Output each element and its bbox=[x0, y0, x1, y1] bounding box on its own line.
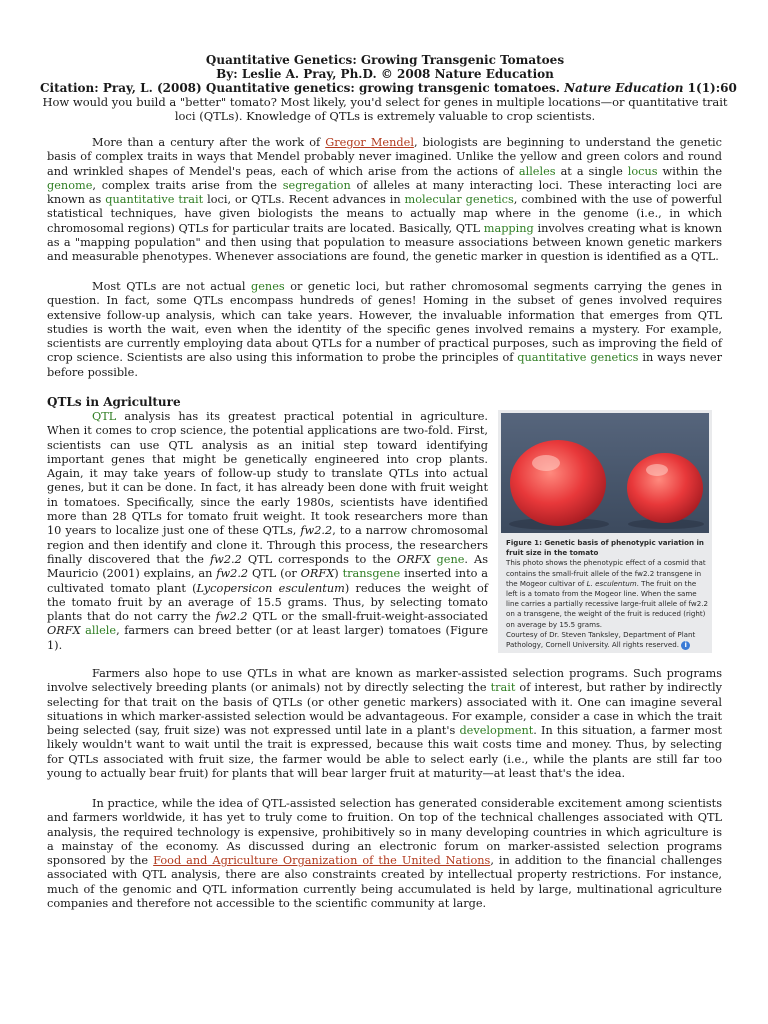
citation-text: Citation: Pray, L. (2008) Quantitative genetics: growing transgenic tomatoes. bbox=[40, 81, 565, 95]
term-qtl[interactable]: QTL bbox=[92, 410, 117, 423]
paragraph-4: Farmers also hope to use QTLs in what are known as marker-assisted selection programs. Such programs involve selectively breeding plants (or animals) not by directly selecting the trait of interest, but rather by indirectly selecting for that trait on the basis of QTLs (or other genetic markers) associated with it. One can imagine several situations in which marker-assisted selection would be advantageous. For example, consider a case in which the trait being selected (say, fruit size) was not expressed until late in a plant's development. In this situation, a farmer most likely wouldn't want to wait until the trait is expressed, because this wait costs time and money. Thus, by selecting for QTLs associated with fruit size, the farmer would be able to select early (i.e., while the plants are still far too young to actually bear fruit) for plants that will bear larger fruit at maturity—at least that's the idea. bbox=[47, 667, 722, 781]
figure-1 bbox=[498, 410, 712, 653]
article-intro: How would you build a "better" tomato? Most likely, you'd select for genes in multiple locations—or quantitative trait loci (QTLs). Knowledge of QTLs is extremely valuable to crop scientists. bbox=[42, 95, 728, 124]
term-quantitative-genetics[interactable]: quantitative genetics bbox=[517, 351, 639, 365]
term-alleles[interactable]: alleles bbox=[518, 164, 556, 178]
small-tomato bbox=[627, 453, 703, 523]
figure-caption bbox=[506, 538, 708, 650]
term-molecular-genetics[interactable]: molecular genetics bbox=[404, 193, 514, 207]
term-segregation[interactable]: segregation bbox=[282, 178, 351, 192]
paragraph-2: Most QTLs are not actual genes or genetic loci, but rather chromosomal segments carrying the genes in question. In fact, some QTLs encompass hundreds of genes! Homing in the subset of genes involved requires extensive follow-up analysis, which can take years. However, the invaluable information that emerges from QTL studies is worth the wait, even when the identity of the specific genes involved remains a mystery. For example, scientists are currently employing data about QTLs for a number of practical purposes, such as improving the field of crop science. Scientists are also using this information to probe the principles of quantitative genetics in ways never before possible. bbox=[47, 280, 722, 379]
paragraph-3: QTL analysis has its greatest practical potential in agriculture. When it comes to crop science, the potential applications are two-fold. First, scientists can use QTL analysis as an initial step toward identifying important genes that might be genetically engineered into crop plants. Again, it may take years of follow-up study to translate QTLs into actual genes, but it can be done. In fact, it has already been done with fruit weight in tomatoes. Specifically, since the early 1980s, scientists have identified more than 28 QTLs for tomato fruit weight. It took researchers more than 10 years to localize just one of these QTLs, fw2.2, to a narrow chromosomal region and then identify and clone it. Through this process, the researchers finally discovered that the fw2.2 QTL corresponds to the ORFX gene. As Mauricio (2001) explains, an fw2.2 QTL (or ORFX) transgene inserted into a cultivated tomato plant (Lycopersicon esculentum) reduces the weight of the tomato fruit by an average of 15.5 grams. Thus, by selecting tomato plants that do not carry the fw2.2 QTL or the small-fruit-weight-associated ORFX allele, farmers can breed better (or at least larger) tomatoes (Figure 1). bbox=[47, 410, 489, 652]
link-fao[interactable]: Food and Agriculture Organization of the United Nations bbox=[153, 854, 491, 868]
citation-journal: Nature Education bbox=[564, 81, 684, 95]
term-development[interactable]: development bbox=[459, 724, 534, 738]
figure-credit: Courtesy of Dr. Steven Tanksley, Department of Plant Pathology, Cornell University. All rights reserved. i bbox=[506, 629, 696, 650]
term-gene[interactable]: gene bbox=[436, 552, 465, 566]
tomato-photo[interactable] bbox=[501, 413, 709, 533]
article-title: Quantitative Genetics: Growing Transgenic Tomatoes bbox=[205, 53, 565, 67]
figure-caption-title: Figure 1: Genetic basis of phenotypic variation in fruit size in the tomato bbox=[506, 538, 704, 558]
term-allele[interactable]: allele bbox=[85, 624, 117, 638]
term-trait[interactable]: trait bbox=[490, 681, 516, 695]
large-tomato bbox=[510, 440, 606, 526]
term-mapping[interactable]: mapping bbox=[483, 221, 534, 235]
term-locus[interactable]: locus bbox=[627, 164, 658, 178]
article-byline: By: Leslie A. Pray, Ph.D. © 2008 Nature Education bbox=[216, 67, 554, 81]
figure-caption-body: This photo shows the phenotypic effect of a cosmid that contains the small-fruit allele of the fw2.2 transgene in the Mogeor cultivar of L. esculentum. The fruit on the left is a tomato from the Mogeor line. When the same line carries a partially recessive large-fruit allele of fw2.2 on a transgene, the weight of the fruit is reduced (right) on average by 15.5 grams. bbox=[506, 558, 708, 629]
citation-volume: 1(1):60 bbox=[683, 81, 737, 95]
paragraph-1: More than a century after the work of Gregor Mendel, biologists are beginning to understand the genetic basis of complex traits in ways that Mendel probably never imagined. Unlike the yellow and green colors and round and wrinkled shapes of Mendel's peas, each of which arise from the actions of alleles at a single locus within the genome, complex traits arise from the segregation of alleles at many interacting loci. These interacting loci are known as quantitative trait loci, or QTLs. Recent advances in molecular genetics, combined with the use of powerful statistical techniques, have given biologists the means to actually map where in the genome (i.e., in which chromosomal regions) QTLs for particular traits are located. Basically, QTL mapping involves creating what is known as a "mapping population" and then using that population to measure associations between known genetic markers and measurable phenotypes. Whenever associations are found, the genetic marker in question is identified as a QTL. bbox=[47, 136, 723, 264]
term-quantitative-trait[interactable]: quantitative trait bbox=[105, 193, 204, 207]
info-icon[interactable]: i bbox=[681, 641, 690, 650]
term-genome[interactable]: genome bbox=[47, 178, 93, 192]
section-heading: QTLs in Agriculture bbox=[47, 395, 181, 409]
link-gregor-mendel[interactable]: Gregor Mendel bbox=[325, 136, 414, 149]
term-genes[interactable]: genes bbox=[251, 280, 285, 293]
term-transgene[interactable]: transgene bbox=[342, 567, 401, 581]
paragraph-5: In practice, while the idea of QTL-assisted selection has generated considerable excitement among scientists and farmers worldwide, it has yet to truly come to fruition. On top of the technical challenges associated with QTL analysis, the required technology is expensive, prohibitively so in many developing countries in which agriculture is a mainstay of the economy. As discussed during an electronic forum on marker-assisted selection programs sponsored by the Food and Agriculture Organization of the United Nations, in addition to the financial challenges associated with QTL analysis, there are also constraints created by intellectual property restrictions. For instance, much of the genomic and QTL information currently being accumulated is held by large, multinational agriculture companies and therefore not accessible to the scientific community at large. bbox=[47, 797, 722, 911]
article-citation bbox=[40, 81, 737, 96]
